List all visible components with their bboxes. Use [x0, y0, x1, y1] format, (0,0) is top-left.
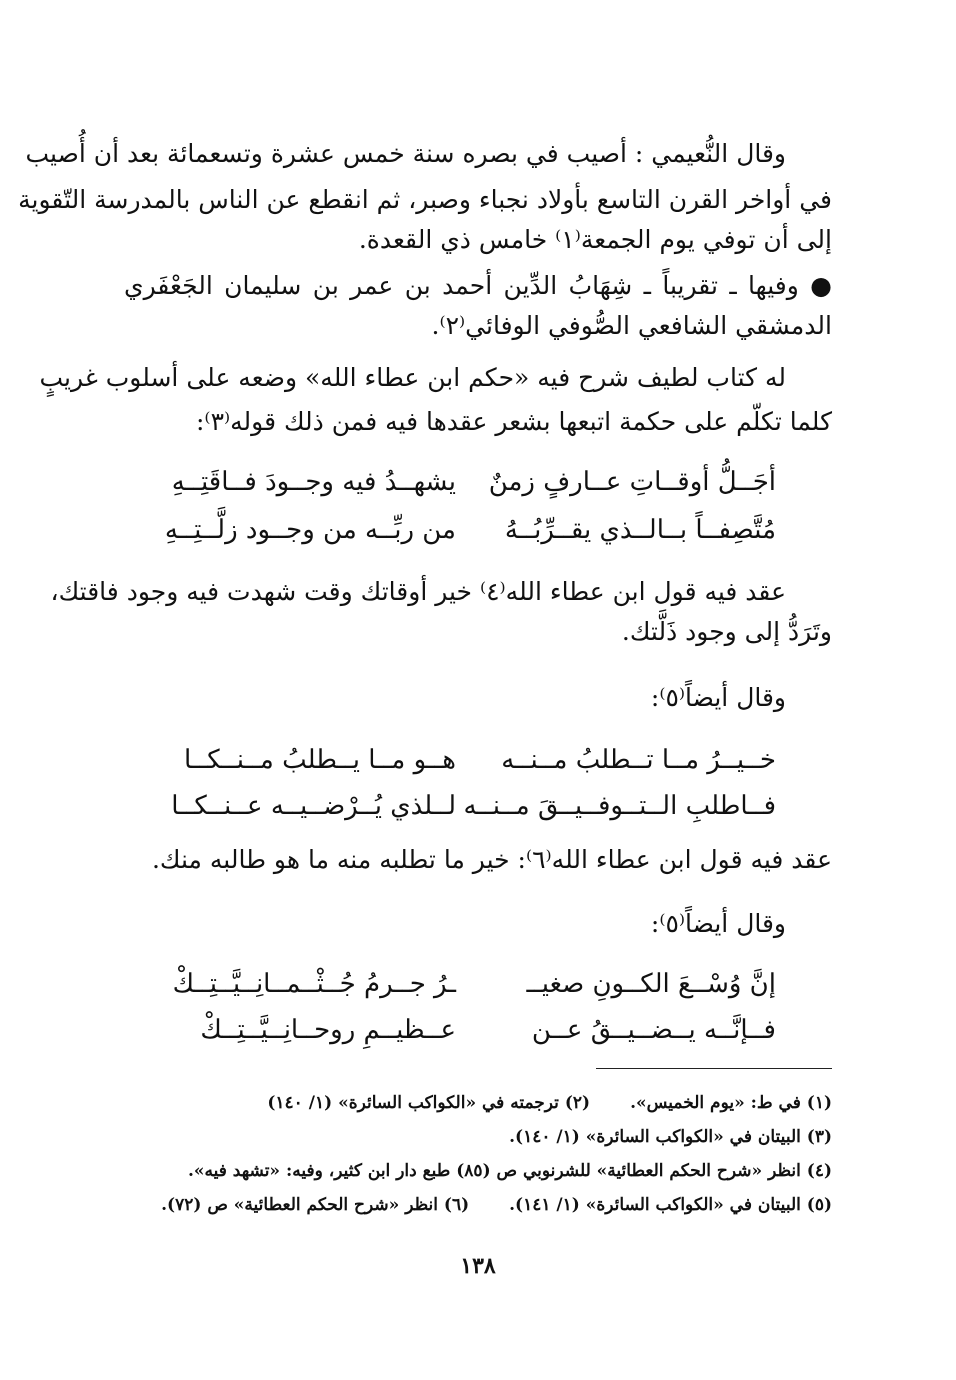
- poem1-verse2: [156, 508, 776, 552]
- poem1-verse1: [156, 460, 776, 504]
- footnote-line1: [124, 1088, 832, 1118]
- poem1-verse2-first-hemistich: مُتَّصِفــاً بــالــذي يقــرِّبُــهُ: [504, 515, 776, 545]
- poem2-intro: وقال أيضاً⁽٥⁾:: [650, 683, 786, 712]
- paragraph1-line1: وقال النُّعيمي : أصيب في بصره سنة خمس عشرة وتسعمائة بعد أن أُصيب: [25, 139, 786, 168]
- poem2-verse1: [156, 738, 776, 782]
- footnote-4: (٤) انظر «شرح الحكم العطائية» للشرنوبي ص (٨٥) طبع دار ابن كثير، وفيه: «تشهد فيه».: [187, 1161, 832, 1181]
- paragraph2-line2: الدمشقي الشافعي الصُّوفي الوفائي⁽٢⁾.: [431, 311, 832, 340]
- paragraph1-line3: إلى أن توفي يوم الجمعة⁽١⁾ خامس ذي القعدة.: [358, 225, 832, 254]
- poem3-intro: وقال أيضاً⁽٥⁾:: [650, 909, 786, 938]
- poem2-verse2: [156, 784, 776, 828]
- paragraph4-line1: عقد فيه قول ابن عطاء الله⁽٤⁾ خير أوقاتك وقت شهدت فيه وجود فاقتك،: [50, 577, 786, 606]
- footnote-line4: [124, 1190, 832, 1220]
- poem1-verse1-first-hemistich: أجَــلُّ أوقــاتِ عــارفٍ زمنٌ: [488, 467, 776, 497]
- footnote-6: (٦) انظر «شرح الحكم العطائية» ص (٧٢).: [161, 1195, 470, 1215]
- footnote-separator: [596, 1068, 832, 1069]
- poem3-verse1-second-hemistich: ـرُ جــرمُ جُــثْــمــانِــيَّــتِــكْ: [172, 969, 456, 999]
- paragraph2-line1: ● وفيها ـ تقريباً ـ شِهَابُ الدِّين أحمد بن عمر بن سليمان الجَعْفَري: [124, 271, 832, 300]
- paragraph4-line2: وتَرَدُّ إلى وجود ذَلَّتك.: [621, 617, 832, 646]
- poem1-verse2-second-hemistich: من ربِّــه من وجــود زلَّــتِــهِ: [164, 515, 456, 545]
- page-number: ١٣٨: [460, 1253, 496, 1279]
- footnote-5: (٥) البيتان في «الكواكب السائرة» (١/ ١٤١).: [509, 1195, 832, 1215]
- paragraph3-line1: له كتاب لطيف شرح فيه «حكم ابن عطاء الله» وضعه على أسلوب غريبٍ: [39, 363, 786, 392]
- footnote-2: (٢) ترجمته في «الكواكب السائرة» (١/ ١٤٠): [267, 1093, 591, 1113]
- poem3-verse2-second-hemistich: عــظيــمِ روحــانِــيَّــتِــكْ: [200, 1015, 456, 1045]
- footnote-1: (١) في ط: «يوم الخميس».: [630, 1093, 832, 1113]
- paragraph3-line2: كلما تكلّم على حكمة اتبعها بشعر عقدها فيه فمن ذلك قوله⁽٣⁾:: [196, 407, 832, 436]
- poem3-verse2: [156, 1008, 776, 1052]
- poem2-verse1-first-hemistich: خــيــرُ مــا تــطلبُ مــنــه: [501, 745, 776, 775]
- poem3-verse1-first-hemistich: إنَّ وُسْــعَ الكــونِ صغيــ: [526, 969, 776, 999]
- poem3-verse1: [156, 962, 776, 1006]
- poem2-verse1-second-hemistich: هــو مــا يــطلبُ مــنــكــا: [184, 745, 456, 775]
- poem2-verse2-second-hemistich: لــلذي يُــرْضــيــه عــنــكــا: [171, 791, 456, 821]
- paragraph1-line2: في أواخر القرن التاسع بأولاد نجباء وصبر، ثم انقطع عن الناس بالمدرسة التّقوية: [18, 185, 832, 214]
- poem1-verse1-second-hemistich: يشهــدُ فيه وجــودَ فــاقَتِــهِ: [171, 467, 456, 497]
- poem3-verse2-first-hemistich: فــإنَّــه يــضــيــقُ عــن: [531, 1015, 776, 1045]
- poem2-verse2-first-hemistich: فــاطلبِ الــتــوفــيــقَ مــنــه: [463, 791, 776, 821]
- paragraph5: عقد فيه قول ابن عطاء الله⁽٦⁾: خير ما تطلبه منه ما هو طالبه منك.: [151, 845, 832, 874]
- footnote-3: (٣) البيتان في «الكواكب السائرة» (١/ ١٤٠).: [509, 1127, 832, 1147]
